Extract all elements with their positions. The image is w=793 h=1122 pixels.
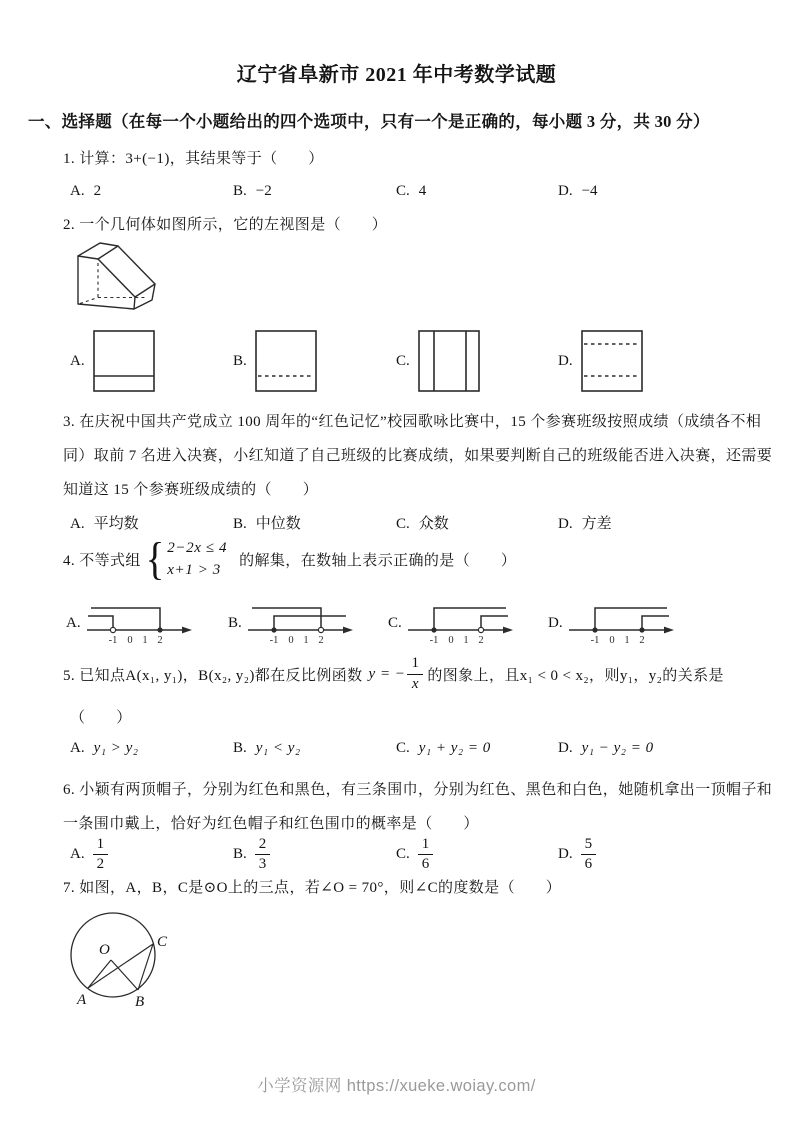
q2-option-d: D. — [558, 330, 643, 392]
option-a: A. y₁ > y₂ — [70, 740, 139, 756]
svg-text:1: 1 — [623, 635, 630, 646]
option-d: D. 方差 — [558, 516, 612, 532]
q4-option-b: B. -1 0 1 2 — [228, 600, 358, 646]
svg-text:1: 1 — [463, 635, 469, 646]
svg-text:0: 0 — [288, 635, 294, 646]
question-5-options — [70, 740, 780, 760]
svg-text:-1: -1 — [108, 635, 117, 646]
square-solid-hline-icon — [93, 330, 155, 392]
question-3-line2: 同）取前 7 名进入决赛，小红知道了自己班级的比赛成绩，如果要判断自己的班级能否进入决赛，还需要 — [63, 448, 773, 464]
q6-option-a: A. $\frac{1}{2}$ — [70, 836, 108, 874]
svg-text:2: 2 — [478, 635, 484, 646]
label-A: A — [77, 992, 87, 1008]
option-c: C. y₁ + y₂ = 0 — [396, 740, 491, 756]
svg-text:0: 0 — [448, 635, 454, 646]
q2-option-b: B. — [233, 330, 317, 392]
question-4-text — [63, 533, 517, 584]
q4-prefix: 4. 不等式组 — [63, 552, 141, 569]
numberline-c-icon — [406, 600, 518, 646]
square-two-dashed-hlines-icon — [581, 330, 643, 392]
numberline-a-icon — [85, 600, 197, 646]
question-2-text: 2. 一个几何体如图所示，它的左视图是（ ） — [63, 217, 388, 233]
inequality-system: 2−2x ≤ 4 x+1 > 3 — [167, 540, 228, 578]
q5-post: 的图象上，且x₁ < 0 < x₂，则y₁，y₂的关系是 — [427, 667, 724, 684]
label-O: O — [99, 942, 110, 958]
q6-option-c: C. $\frac{1}{6}$ — [396, 836, 433, 874]
fraction: $\frac{5}{6}$ — [581, 836, 597, 874]
svg-text:1: 1 — [141, 635, 148, 646]
option-b: B. 中位数 — [233, 516, 301, 532]
svg-text:1: 1 — [303, 635, 309, 646]
q4-option-a: A. -1 0 1 2 — [66, 600, 197, 646]
option-d: D. y₁ − y₂ = 0 — [558, 740, 654, 756]
svg-text:-1: -1 — [429, 635, 439, 646]
option-d: D. −4 — [558, 183, 598, 199]
option-a: A. 2 — [70, 183, 102, 199]
svg-text:0: 0 — [608, 635, 615, 646]
question-6-line2: 一条围巾戴上，恰好为红色帽子和红色围巾的概率是（ ） — [63, 816, 479, 832]
q5-blank: （ ） — [70, 710, 132, 726]
option-c: C. 众数 — [396, 516, 449, 532]
label-B: B — [135, 994, 145, 1008]
numberline-b-icon — [246, 600, 358, 646]
brace-glyph: { — [145, 533, 165, 584]
question-5-text — [63, 652, 724, 696]
q4-option-c: C. -1 0 1 2 — [388, 600, 518, 646]
option-c: C. 4 — [396, 183, 427, 199]
svg-text:-1: -1 — [269, 635, 279, 646]
q2-option-a: A. — [70, 330, 155, 392]
option-a: A. 平均数 — [70, 516, 139, 532]
option-b: B. y₁ < y₂ — [233, 740, 301, 756]
square-dashed-hline-icon — [255, 330, 317, 392]
circle-figure — [68, 908, 172, 1008]
svg-text:2: 2 — [318, 635, 324, 646]
q5-math-lead: y = − — [368, 665, 406, 682]
q4-option-d: D. -1 0 1 2 — [548, 600, 679, 646]
q5-fraction: $\frac{1}{x}$ — [407, 655, 423, 693]
question-1-text: 1. 计算：3+(−1)，其结果等于（ ） — [63, 151, 324, 167]
svg-text:-1: -1 — [590, 635, 599, 646]
question-3-options — [70, 512, 780, 532]
question-1-options — [70, 183, 780, 203]
fraction: $\frac{2}{3}$ — [255, 836, 271, 874]
q6-option-d: D. $\frac{5}{6}$ — [558, 836, 596, 874]
fraction: $\frac{1}{2}$ — [93, 836, 109, 874]
wedge-prism-3d-icon — [70, 239, 165, 317]
question-3-line1: 3. 在庆祝中国共产党成立 100 周年的“红色记忆”校园歌咏比赛中，15 个参赛班级按照成绩（成绩各不相 — [63, 414, 762, 430]
wedge-prism-3d-figure — [70, 239, 165, 317]
question-3-line3: 知道这 15 个参赛班级成绩的（ ） — [63, 482, 319, 498]
fraction: $\frac{1}{6}$ — [418, 836, 434, 874]
q4-suffix: 的解集，在数轴上表示正确的是（ ） — [239, 552, 517, 569]
svg-text:2: 2 — [638, 635, 645, 646]
numberline-d-icon — [567, 600, 679, 646]
label-C: C — [157, 934, 168, 950]
svg-text:2: 2 — [156, 635, 163, 646]
square-two-vlines-icon — [418, 330, 480, 392]
question-6-line1: 6. 小颖有两顶帽子，分别为红色和黑色，有三条围巾，分别为红色、黑色和白色，她随机拿出一顶帽子和 — [63, 782, 773, 798]
q2-option-c: C. — [396, 330, 480, 392]
page-title: 辽宁省阜新市 2021 年中考数学试题 — [236, 64, 557, 86]
option-b: B. −2 — [233, 183, 272, 199]
q5-pre: 5. 已知点A(x₁, y₁)，B(x₂, y₂)都在反比例函数 — [63, 667, 363, 684]
footer-watermark: 小学资源网 https://xueke.woiay.com/ — [257, 1077, 536, 1095]
question-7-text: 7. 如图，A，B，C是⊙O上的三点，若∠O = 70°，则∠C的度数是（ ） — [63, 880, 562, 896]
section-header: 一、选择题（在每一个小题给出的四个选项中，只有一个是正确的，每小题 3 分，共 30 分） — [28, 112, 710, 131]
circle-O-diagram-icon — [68, 908, 172, 1008]
svg-text:0: 0 — [126, 635, 133, 646]
q6-option-b: B. $\frac{2}{3}$ — [233, 836, 270, 874]
